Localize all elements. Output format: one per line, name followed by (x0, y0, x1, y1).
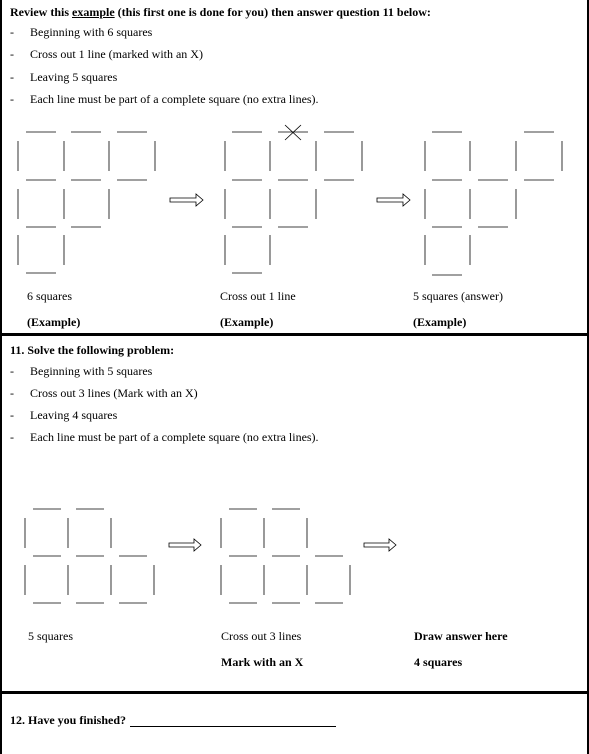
bullet-dash: - (10, 25, 14, 39)
arrow-2 (377, 194, 410, 206)
caption-example-3: (Example) (413, 315, 467, 329)
caption-cross-out-3-lines: Cross out 3 lines (221, 629, 302, 643)
diagram-6-squares (18, 132, 155, 273)
bullet-dash: - (10, 430, 14, 444)
arrow-3 (169, 539, 201, 551)
question-12-label: 12. Have you finished? (10, 713, 127, 727)
section2-bullet-4: Each line must be part of a complete square (no extra lines). (30, 430, 319, 444)
bullet-dash: - (10, 408, 14, 422)
section1-title-pre: Review this (10, 5, 72, 19)
section2-bullet-2: Cross out 3 lines (Mark with an X) (30, 386, 198, 400)
section2-bullet-3: Leaving 4 squares (30, 408, 118, 422)
diagram-5-squares-problem (25, 509, 154, 603)
section1-bullet-4: Each line must be part of a complete square (no extra lines). (30, 92, 319, 106)
arrow-4 (364, 539, 396, 551)
diagram-cross-out-1 (225, 125, 362, 273)
section2-bullet-1: Beginning with 5 squares (30, 364, 153, 378)
diagram-cross-out-3 (221, 509, 350, 603)
diagram-5-squares-answer (425, 132, 562, 275)
section2-title: 11. Solve the following problem: (10, 343, 175, 357)
section1-title-example: example (72, 5, 115, 19)
arrow-1 (170, 194, 203, 206)
caption-example-2: (Example) (220, 315, 274, 329)
caption-6-squares: 6 squares (27, 289, 72, 303)
caption-cross-out-1-line: Cross out 1 line (220, 289, 296, 303)
section1-bullet-2: Cross out 1 line (marked with an X) (30, 47, 203, 61)
caption-5-squares-answer: 5 squares (answer) (413, 289, 503, 303)
bullet-dash: - (10, 47, 14, 61)
caption-4-squares: 4 squares (414, 655, 463, 669)
section1-bullet-3: Leaving 5 squares (30, 70, 118, 84)
section1-bullet-1: Beginning with 6 squares (30, 25, 153, 39)
bullet-dash: - (10, 386, 14, 400)
caption-mark-with-x: Mark with an X (221, 655, 304, 669)
bullet-dash: - (10, 92, 14, 106)
caption-draw-answer-here: Draw answer here (414, 629, 508, 643)
section1-title-post: (this first one is done for you) then answer question 11 below: (114, 5, 431, 19)
bullet-dash: - (10, 364, 14, 378)
caption-example-1: (Example) (27, 315, 81, 329)
caption-5-squares: 5 squares (28, 629, 73, 643)
bullet-dash: - (10, 70, 14, 84)
